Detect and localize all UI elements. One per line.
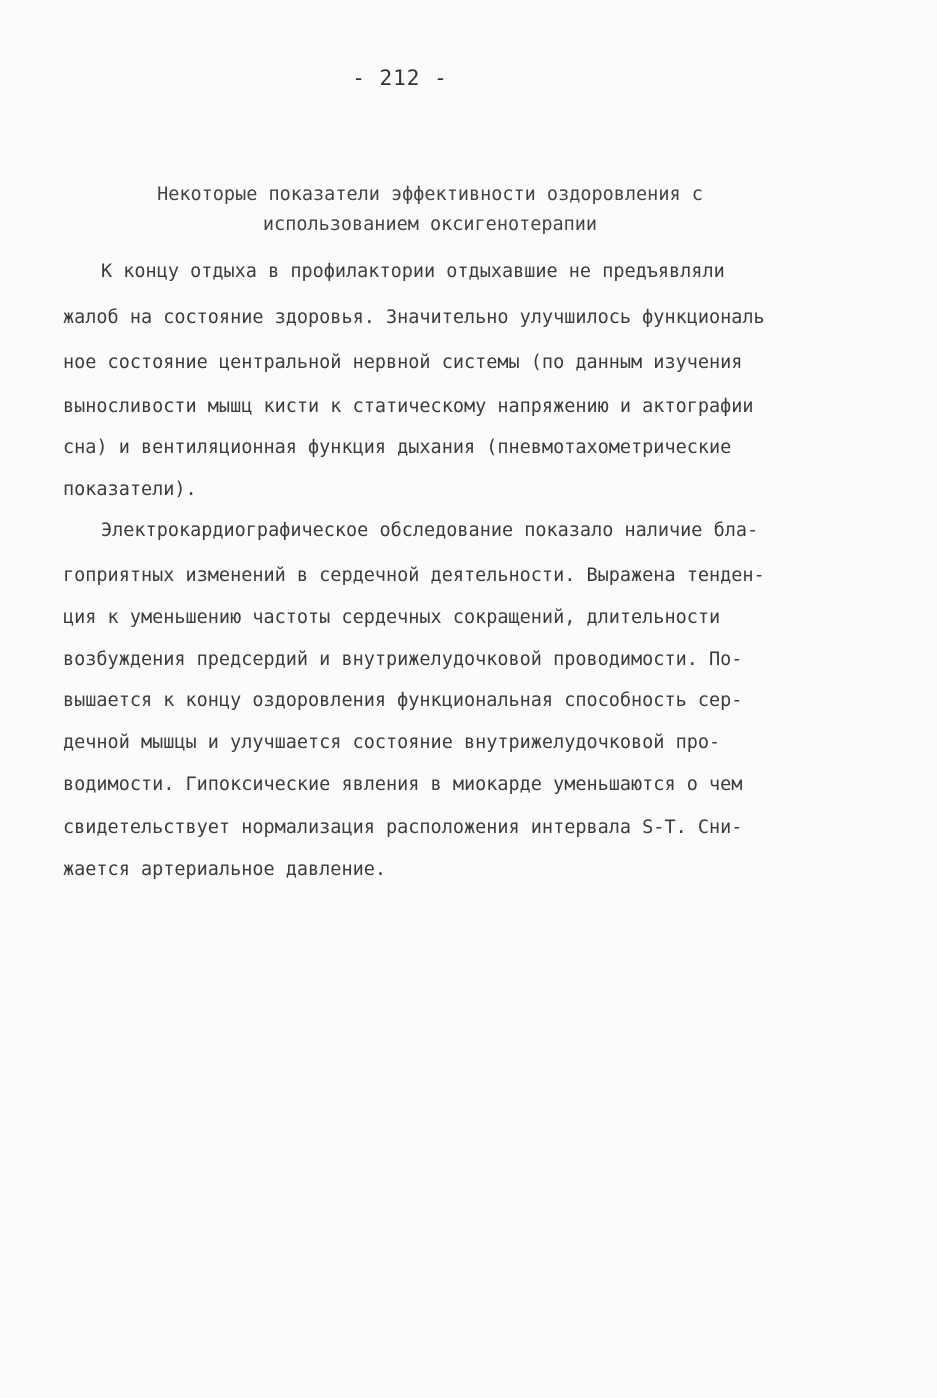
section-heading bbox=[0, 180, 860, 240]
paragraph-2-line-6: дечной мышцы и улучшается состояние внутрижелудочковой про- bbox=[63, 732, 721, 753]
heading-line-1: Некоторые показатели эффективности оздоровления с bbox=[157, 184, 703, 205]
paragraph-1-line-5: сна) и вентиляционная функция дыхания (пневмотахометрические bbox=[63, 437, 732, 458]
paragraph-1-line-2: жалоб на состояние здоровья. Значительно улучшилось функциональ bbox=[63, 307, 765, 328]
paragraph-2-line-2: гоприятных изменений в сердечной деятельности. Выражена тенден- bbox=[63, 565, 765, 586]
paragraph-2-line-3: ция к уменьшению частоты сердечных сокращений, длительности bbox=[63, 607, 721, 628]
paragraph-2-line-7: водимости. Гипоксические явления в миокарде уменьшаются о чем bbox=[63, 774, 743, 795]
paragraph-2-line-5: вышается к концу оздоровления функциональная способность сер- bbox=[63, 690, 743, 711]
paragraph-1-line-1: К концу отдыха в профилактории отдыхавшие не предъявляли bbox=[101, 261, 725, 282]
heading-line-2: использованием оксигенотерапии bbox=[262, 214, 598, 235]
paragraph-1-line-3: ное состояние центральной нервной системы (по данным изучения bbox=[63, 352, 743, 373]
paragraph-2-line-4: возбуждения предсердий и внутрижелудочковой проводимости. По- bbox=[63, 649, 743, 670]
paragraph-2-line-9: жается артериальное давление. bbox=[63, 859, 387, 880]
paragraph-1-line-4: выносливости мышц кисти к статическому напряжению и актографии bbox=[63, 396, 754, 417]
page-number: - 212 - bbox=[352, 66, 448, 90]
paragraph-1-line-6: показатели). bbox=[63, 479, 197, 500]
paragraph-2-line-8: свидетельствует нормализация расположения интервала S-T. Сни- bbox=[63, 817, 743, 838]
paragraph-2-line-1: Электрокардиографическое обследование показало наличие бла- bbox=[101, 520, 759, 541]
